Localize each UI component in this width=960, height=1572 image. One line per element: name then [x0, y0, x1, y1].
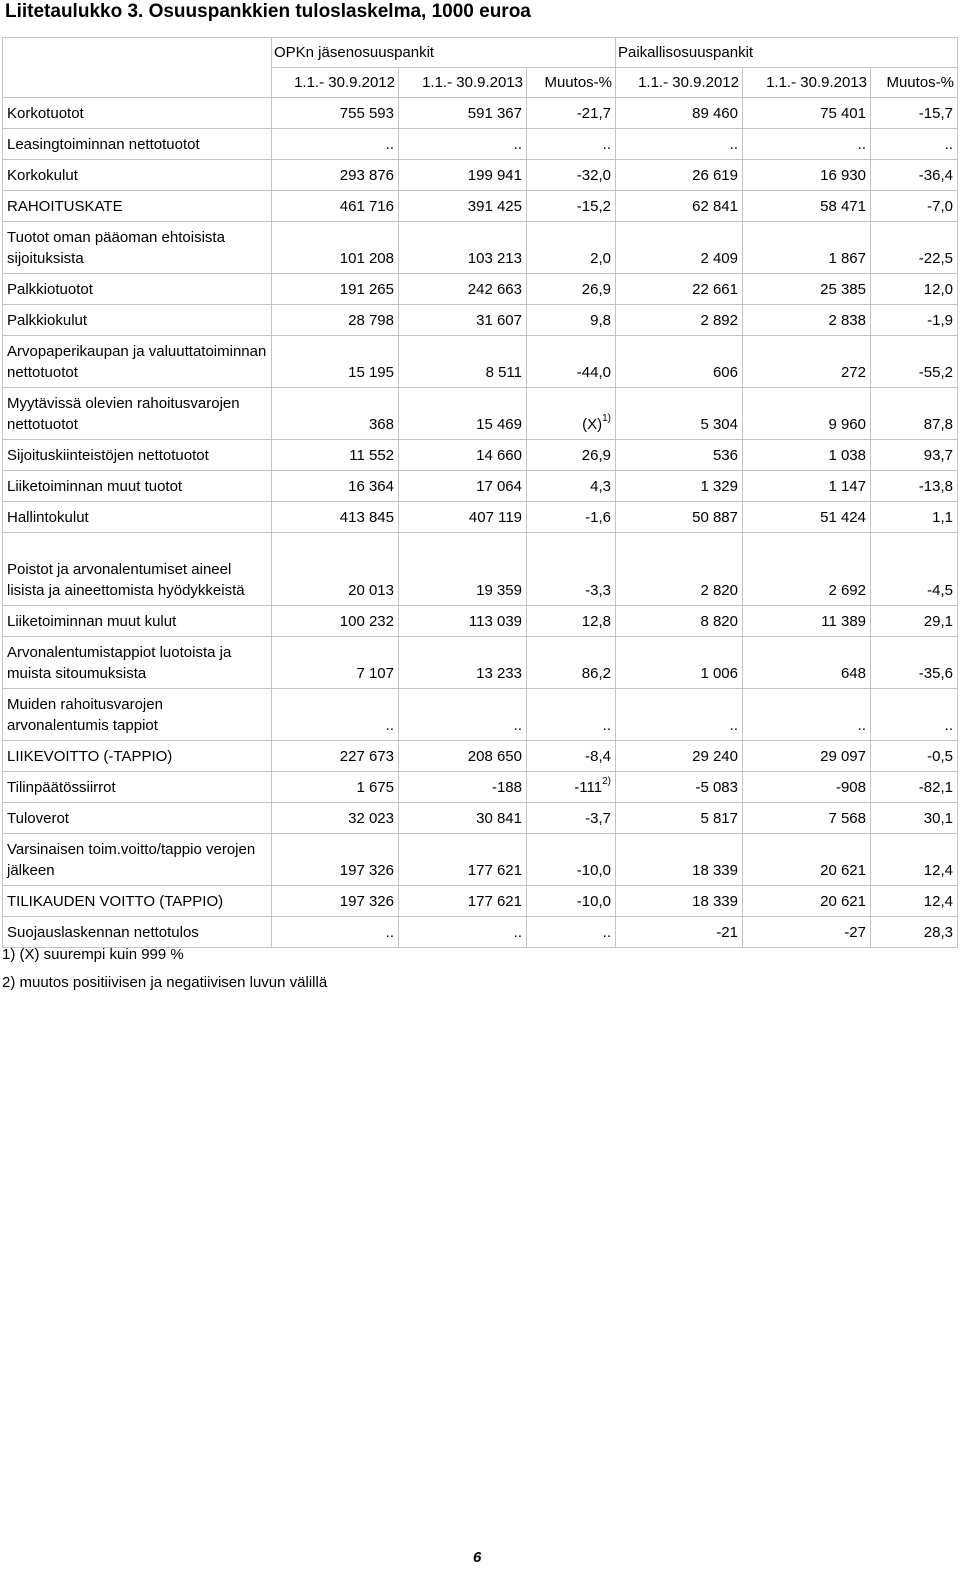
change-cell: 9,8 [527, 305, 616, 336]
value-cell: 197 326 [272, 886, 399, 917]
value-cell: 606 [616, 336, 743, 388]
change-cell: -10,0 [527, 834, 616, 886]
row-label: Suojauslaskennan nettotulos [3, 917, 272, 948]
value-cell: .. [399, 917, 527, 948]
footnote-marker: 1) [602, 413, 611, 424]
change-cell: -82,1 [871, 772, 958, 803]
period-header: 1.1.- 30.9.2012 [616, 68, 743, 98]
change-cell: 12,0 [871, 274, 958, 305]
change-cell: -35,6 [871, 637, 958, 689]
change-cell: -13,8 [871, 471, 958, 502]
value-cell: 18 339 [616, 834, 743, 886]
value-cell: -27 [743, 917, 871, 948]
row-label: Leasingtoiminnan nettotuotot [3, 129, 272, 160]
row-label: Liiketoiminnan muut tuotot [3, 471, 272, 502]
value-text: (X) [582, 416, 603, 433]
value-cell: 227 673 [272, 741, 399, 772]
value-cell: 461 716 [272, 191, 399, 222]
value-cell: 208 650 [399, 741, 527, 772]
change-header: Muutos-% [527, 68, 616, 98]
value-cell: 591 367 [399, 98, 527, 129]
value-cell: 368 [272, 388, 399, 440]
value-cell: .. [399, 129, 527, 160]
value-cell: 62 841 [616, 191, 743, 222]
value-cell: .. [743, 689, 871, 741]
value-cell: 293 876 [272, 160, 399, 191]
change-cell: 93,7 [871, 440, 958, 471]
change-cell: -3,7 [527, 803, 616, 834]
period-header: 1.1.- 30.9.2013 [399, 68, 527, 98]
value-cell: 1 867 [743, 222, 871, 274]
value-cell: 26 619 [616, 160, 743, 191]
row-label: Palkkiokulut [3, 305, 272, 336]
value-cell: 15 195 [272, 336, 399, 388]
period-header: 1.1.- 30.9.2012 [272, 68, 399, 98]
row-label: Liiketoiminnan muut kulut [3, 606, 272, 637]
row-label: LIIKEVOITTO (-TAPPIO) [3, 741, 272, 772]
value-cell: .. [743, 129, 871, 160]
change-cell: -36,4 [871, 160, 958, 191]
value-cell: .. [399, 689, 527, 741]
table-row [3, 741, 958, 772]
row-label: Tilinpäätössiirrot [3, 772, 272, 803]
group-header-opk: OPKn jäsenosuuspankit [272, 38, 616, 68]
value-cell: 100 232 [272, 606, 399, 637]
value-cell: 7 568 [743, 803, 871, 834]
value-cell: 19 359 [399, 533, 527, 606]
value-cell: 11 389 [743, 606, 871, 637]
change-cell: -1,6 [527, 502, 616, 533]
table-row [3, 606, 958, 637]
table-row [3, 471, 958, 502]
change-cell: -44,0 [527, 336, 616, 388]
value-cell: 191 265 [272, 274, 399, 305]
change-cell: -8,4 [527, 741, 616, 772]
change-cell: -7,0 [871, 191, 958, 222]
row-label: RAHOITUSKATE [3, 191, 272, 222]
change-cell: -22,5 [871, 222, 958, 274]
value-cell: 5 817 [616, 803, 743, 834]
value-cell: 2 820 [616, 533, 743, 606]
value-cell: 15 469 [399, 388, 527, 440]
change-cell: .. [871, 689, 958, 741]
row-label: Arvonalentumistappiot luotoista ja muista sitoumuksista [3, 637, 272, 689]
change-cell: 30,1 [871, 803, 958, 834]
table-row [3, 305, 958, 336]
row-label: Arvopaperikaupan ja valuuttatoiminnan nettotuotot [3, 336, 272, 388]
table-row [3, 772, 958, 803]
value-cell: 177 621 [399, 886, 527, 917]
value-cell: 22 661 [616, 274, 743, 305]
value-cell: .. [616, 689, 743, 741]
change-cell: 26,9 [527, 274, 616, 305]
value-cell: 11 552 [272, 440, 399, 471]
value-cell: .. [272, 129, 399, 160]
footnote: 1) (X) suurempi kuin 999 % [2, 946, 184, 963]
row-label: Palkkiotuotot [3, 274, 272, 305]
change-cell: .. [527, 129, 616, 160]
value-cell: 1 006 [616, 637, 743, 689]
table-row [3, 160, 958, 191]
table-row [3, 502, 958, 533]
table-row [3, 533, 958, 606]
value-cell: 199 941 [399, 160, 527, 191]
change-cell: -32,0 [527, 160, 616, 191]
value-cell: 20 013 [272, 533, 399, 606]
value-cell: 7 107 [272, 637, 399, 689]
row-label: TILIKAUDEN VOITTO (TAPPIO) [3, 886, 272, 917]
corner-cell [3, 38, 272, 98]
value-cell: 1 147 [743, 471, 871, 502]
change-cell: 12,4 [871, 886, 958, 917]
value-cell: 177 621 [399, 834, 527, 886]
change-cell: 1,1 [871, 502, 958, 533]
footnote: 2) muutos positiivisen ja negatiivisen luvun välillä [2, 974, 328, 991]
change-cell: 28,3 [871, 917, 958, 948]
change-cell: -4,5 [871, 533, 958, 606]
change-cell: -15,7 [871, 98, 958, 129]
value-cell: 1 675 [272, 772, 399, 803]
table-row [3, 388, 958, 440]
value-cell: -908 [743, 772, 871, 803]
group-header-row [3, 38, 958, 68]
page-number: 6 [473, 1549, 482, 1566]
change-cell: -10,0 [527, 886, 616, 917]
value-cell: 8 511 [399, 336, 527, 388]
value-cell: 407 119 [399, 502, 527, 533]
value-cell: 2 892 [616, 305, 743, 336]
value-cell: 89 460 [616, 98, 743, 129]
row-label: Myytävissä olevien rahoitusvarojen nettotuotot [3, 388, 272, 440]
value-cell: 391 425 [399, 191, 527, 222]
value-cell: 5 304 [616, 388, 743, 440]
value-cell: 75 401 [743, 98, 871, 129]
table-row [3, 834, 958, 886]
page-title: Liitetaulukko 3. Osuuspankkien tuloslaskelma, 1000 euroa [5, 1, 531, 22]
value-cell: 113 039 [399, 606, 527, 637]
value-cell: 18 339 [616, 886, 743, 917]
value-cell: 101 208 [272, 222, 399, 274]
table-row [3, 191, 958, 222]
row-label: Korkokulut [3, 160, 272, 191]
change-cell: 4,3 [527, 471, 616, 502]
income-statement-table [2, 37, 958, 948]
value-cell: 9 960 [743, 388, 871, 440]
change-cell: -3,3 [527, 533, 616, 606]
value-cell: 8 820 [616, 606, 743, 637]
table-row [3, 336, 958, 388]
group-header-paikallis: Paikallisosuuspankit [616, 38, 958, 68]
change-cell: 2,0 [527, 222, 616, 274]
change-cell: 29,1 [871, 606, 958, 637]
change-header: Muutos-% [871, 68, 958, 98]
value-cell: 20 621 [743, 834, 871, 886]
change-cell [527, 772, 616, 803]
value-cell: 16 930 [743, 160, 871, 191]
row-label: Varsinaisen toim.voitto/tappio verojen jälkeen [3, 834, 272, 886]
value-cell: 272 [743, 336, 871, 388]
value-cell: 25 385 [743, 274, 871, 305]
value-cell: 1 329 [616, 471, 743, 502]
table-row [3, 440, 958, 471]
table-row [3, 803, 958, 834]
value-cell: 58 471 [743, 191, 871, 222]
value-cell: 16 364 [272, 471, 399, 502]
value-cell: -21 [616, 917, 743, 948]
value-cell: 29 240 [616, 741, 743, 772]
table-row [3, 637, 958, 689]
change-cell: -0,5 [871, 741, 958, 772]
value-cell: 31 607 [399, 305, 527, 336]
value-cell: -5 083 [616, 772, 743, 803]
row-label: Sijoituskiinteistöjen nettotuotot [3, 440, 272, 471]
row-label: Korkotuotot [3, 98, 272, 129]
footnotes [2, 941, 327, 997]
row-label: Muiden rahoitusvarojen arvonalentumis tappiot [3, 689, 272, 741]
table-row [3, 98, 958, 129]
value-cell: 755 593 [272, 98, 399, 129]
value-cell: 413 845 [272, 502, 399, 533]
value-cell: .. [272, 917, 399, 948]
value-cell: 2 692 [743, 533, 871, 606]
value-cell: 28 798 [272, 305, 399, 336]
change-cell [527, 388, 616, 440]
change-cell: -21,7 [527, 98, 616, 129]
row-label: Tuotot oman pääoman ehtoisista sijoituksista [3, 222, 272, 274]
change-cell: -15,2 [527, 191, 616, 222]
change-cell: 12,8 [527, 606, 616, 637]
value-cell: 30 841 [399, 803, 527, 834]
footnote-marker: 2) [602, 776, 611, 787]
change-cell: .. [871, 129, 958, 160]
table-row [3, 886, 958, 917]
value-cell: 50 887 [616, 502, 743, 533]
value-cell: .. [616, 129, 743, 160]
row-label: Hallintokulut [3, 502, 272, 533]
period-header: 1.1.- 30.9.2013 [743, 68, 871, 98]
change-cell: .. [527, 917, 616, 948]
change-cell: -1,9 [871, 305, 958, 336]
change-cell: -55,2 [871, 336, 958, 388]
value-cell: 29 097 [743, 741, 871, 772]
change-cell: 87,8 [871, 388, 958, 440]
value-cell: 2 409 [616, 222, 743, 274]
value-cell: 197 326 [272, 834, 399, 886]
value-cell: 13 233 [399, 637, 527, 689]
row-label: Poistot ja arvonalentumiset aineel lisista ja aineettomista hyödykkeistä [3, 533, 272, 606]
value-cell: 14 660 [399, 440, 527, 471]
value-cell: 20 621 [743, 886, 871, 917]
value-cell: 536 [616, 440, 743, 471]
change-cell: 86,2 [527, 637, 616, 689]
change-cell: .. [527, 689, 616, 741]
value-cell: -188 [399, 772, 527, 803]
table-row [3, 222, 958, 274]
table-row [3, 274, 958, 305]
value-text: -111 [574, 779, 603, 796]
table-row [3, 689, 958, 741]
value-cell: 103 213 [399, 222, 527, 274]
value-cell: 51 424 [743, 502, 871, 533]
value-cell: 2 838 [743, 305, 871, 336]
value-cell: 1 038 [743, 440, 871, 471]
value-cell: 242 663 [399, 274, 527, 305]
change-cell: 26,9 [527, 440, 616, 471]
value-cell: 17 064 [399, 471, 527, 502]
change-cell: 12,4 [871, 834, 958, 886]
row-label: Tuloverot [3, 803, 272, 834]
value-cell: .. [272, 689, 399, 741]
value-cell: 648 [743, 637, 871, 689]
table-row [3, 129, 958, 160]
value-cell: 32 023 [272, 803, 399, 834]
